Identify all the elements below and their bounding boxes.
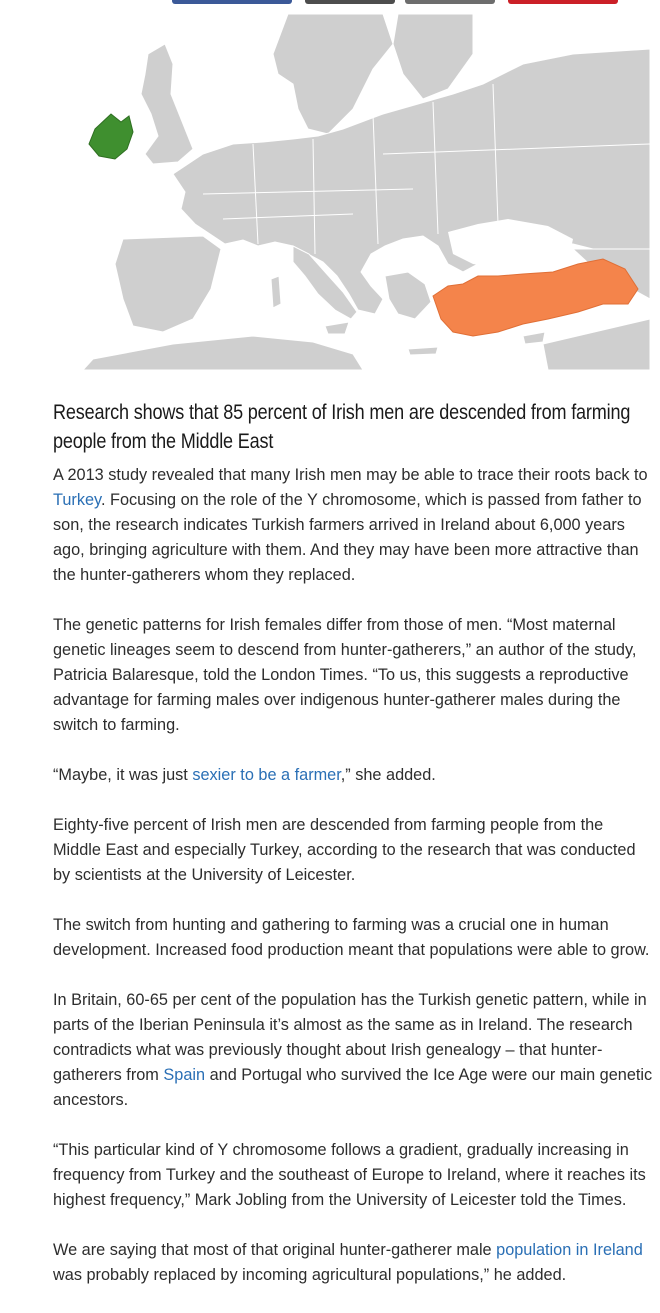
ireland-highlight — [89, 114, 133, 159]
europe-map-svg — [53, 14, 650, 370]
paragraph-4: Eighty-five percent of Irish men are descended from farming people from the Middle East and especially Turkey, according to the research that was conducted by scientists at the University of Leicester. — [53, 816, 636, 884]
paragraph-2: The genetic patterns for Irish females differ from those of men. “Most maternal genetic lineages seem to descend from hunter-gatherers,” an author of the study, Patricia Balaresque, told the London Times. “To us, this suggests a reproductive advantage for farming males over indigenous hunter-gatherer males during the switch to farming. — [53, 616, 637, 734]
paragraph-1-text-b: . Focusing on the role of the Y chromosome, which is passed from father to son, the research indicates Turkish farmers arrived in Ireland about 6,000 years ago, bringing agriculture with them. And they may have been more attractive than the hunter-gatherers whom they replaced. — [53, 491, 642, 584]
paragraph-8-text-a: We are saying that most of that original hunter-gatherer male — [53, 1241, 497, 1259]
pinterest-share-edge[interactable] — [508, 0, 618, 4]
finland-shape — [393, 14, 473, 99]
scandinavia-shape — [273, 14, 393, 134]
article-headline: Research shows that 85 percent of Irish men are descended from farming people from the Middle East — [53, 401, 631, 453]
paragraph-5: The switch from hunting and gathering to farming was a crucial one in human development. Increased food production meant that populations were able to grow. — [53, 916, 650, 959]
paragraph-6-text-b: and Portugal who survived the Ice Age were our main genetic ancestors. — [53, 1066, 653, 1109]
greece-shape — [385, 272, 431, 319]
turkey-link[interactable]: Turkey — [53, 491, 101, 509]
paragraph-7: “This particular kind of Y chromosome follows a gradient, gradually increasing in frequency from Turkey and the southeast of Europe to Ireland, where it reaches its highest frequency,” Mark Jobling from the University of Leicester told the Times. — [53, 1141, 646, 1209]
iberia-shape — [115, 236, 221, 332]
north-africa-shape — [83, 336, 363, 370]
paragraph-1-text-a: A 2013 study revealed that many Irish men may be able to trace their roots back to — [53, 466, 648, 484]
share-edge-3[interactable] — [405, 0, 495, 4]
facebook-share-edge[interactable] — [172, 0, 292, 4]
cyprus-shape — [523, 332, 545, 344]
paragraph-8 — [53, 1238, 653, 1288]
sardinia-shape — [271, 276, 281, 308]
paragraph-1 — [53, 463, 653, 588]
paragraph-6 — [53, 988, 653, 1113]
sicily-shape — [325, 322, 349, 334]
crete-shape — [408, 347, 438, 355]
sexier-farmer-link[interactable]: sexier to be a farmer — [192, 766, 341, 784]
paragraph-6-text-a: In Britain, 60-65 per cent of the population has the Turkish genetic pattern, while in parts of the Iberian Peninsula it’s almost as the same as in Ireland. The research contradicts what was previously thought about Irish genealogy – that hunter-gatherers from — [53, 991, 647, 1084]
article-body — [53, 463, 653, 1313]
paragraph-8-text-b: was probably replaced by incoming agricultural populations,” he added. — [53, 1266, 567, 1284]
paragraph-3-text-a: “Maybe, it was just — [53, 766, 193, 784]
paragraph-3-text-b: ,” she added. — [340, 766, 436, 784]
europe-map — [53, 14, 650, 370]
paragraph-3 — [53, 763, 653, 788]
britain-shape — [141, 44, 193, 164]
middle-east-shape — [543, 319, 650, 370]
population-ireland-link[interactable]: population in Ireland — [496, 1241, 643, 1259]
spain-link[interactable]: Spain — [163, 1066, 206, 1084]
share-edge-2[interactable] — [305, 0, 395, 4]
share-bar-edge — [0, 0, 660, 8]
